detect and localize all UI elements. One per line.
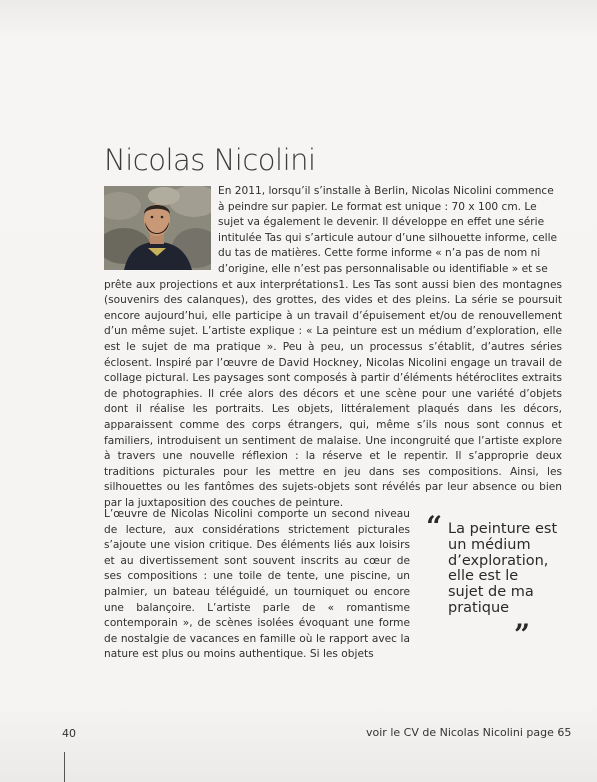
- intro-line: intitulée Tas qui s’articule autour d’une silhouette informe, celle: [218, 231, 558, 244]
- intro-line: sujet va également le devenir. Il développe en effet une série: [218, 216, 545, 229]
- page-number: 40: [62, 727, 76, 740]
- page-crease-line: [64, 752, 65, 782]
- pull-quote-text: La peinture est un médium d’exploration, elle est le sujet de ma pratique: [448, 521, 558, 616]
- second-paragraph: L’œuvre de Nicolas Nicolini comporte un second niveau de lecture, aux considérations strictement picturales s’ajoute une vision critique. Des éléments liés aux loisirs et au divertissement sont souvent inscrits au cœur de ses compositions : une toile de tente, une piscine, un palmier, un bateau téléguidé, un tourniquet ou encore une balançoire. L’artiste parle de « romantisme contemporain », de scènes isolées évoquant une forme de nostalgie de vacances en famille où le rapport avec la nature est plus ou moins authentique. Si les objets: [104, 508, 410, 661]
- cv-reference: voir le CV de Nicolas Nicolini page 65: [366, 726, 572, 739]
- intro-line: d’origine, elle n’est pas personnalisable ou identifiable » et se: [218, 262, 548, 275]
- intro-line: En 2011, lorsqu’il s’installe à Berlin, Nicolas Nicolini commence: [218, 185, 554, 197]
- article-title: Nicolas Nicolini: [104, 143, 316, 177]
- open-quote-icon: “: [426, 510, 443, 543]
- main-paragraph: prête aux projections et aux interprétations1. Les Tas sont aussi bien des montagnes (souvenirs des calanques), des grottes, des vides et des pleins. La série se poursuit encore aujourd’hui, elle participe à un travail d’épuisement et/ou de renouvellement d’un même sujet. L’artiste explique : « La peinture est un médium d’exploration, elle est le sujet de ma pratique ». Peu à peu, un processus s’établit, d’autres séries éclosent. Inspiré par l’œuvre de David Hockney, Nicolas Nicolini engage un travail de collage pictural. Les paysages sont composés à partir d’éléments hétéroclites extraits de photographies. Il crée alors des décors et une scène pour une variété d’objets dont il réalise les portraits. Les objets, littéralement plaqués dans les décors, apparaissent comme des corps étrangers, qui, même s’ils nous sont connus et familiers, introduisent un sentiment de malaise. Une incongruité que l’artiste explore à travers une nouvelle réflexion : la réserve et le repentir. Il s’approprie deux traditions picturales pour les mettre en jeu dans ses compositions. Ainsi, les silhouettes ou les fantômes des sujets-objets sont révélés par leur absence ou bien par la juxtaposition des couches de peinture.: [104, 278, 562, 509]
- intro-line: à peindre sur papier. Le format est unique : 70 x 100 cm. Le: [218, 200, 537, 213]
- article-body: [104, 184, 562, 511]
- second-column-text: [104, 507, 410, 663]
- intro-line: du tas de matières. Cette forme informe « n’a pas de nom ni: [218, 247, 541, 260]
- close-quote-icon: ”: [514, 618, 531, 651]
